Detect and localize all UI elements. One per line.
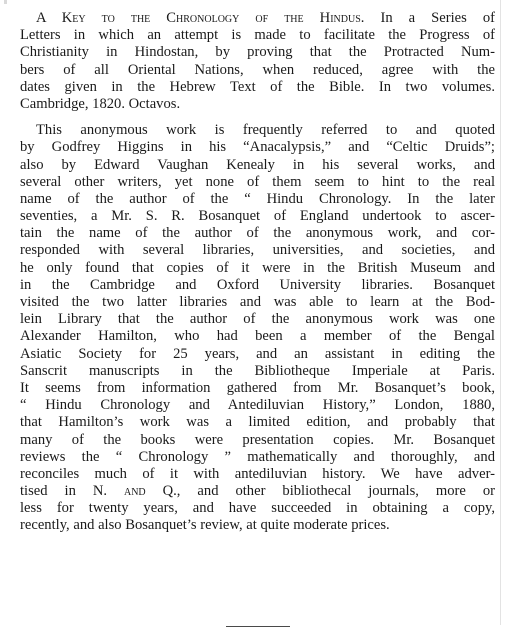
entry-line: Cambridge, 1820. Octavos. xyxy=(20,95,181,112)
body-line: lein Library that the author of the anonymous work was one xyxy=(20,311,495,328)
entry-line: A Key to the Chronology of the Hindus. In a Series of xyxy=(36,10,495,26)
body-line: Asiatic Society for 25 years, and an assistant in editing the xyxy=(20,345,495,362)
body-line: name of the author of the “ Hindu Chronology. In the later xyxy=(20,190,495,207)
body-line: tain the name of the author of the anonymous work, and cor- xyxy=(20,225,495,242)
body-line: that Hamilton’s work was a limited edition, and probably that xyxy=(20,414,495,431)
scan-edge xyxy=(500,0,501,625)
body-line: several other writers, yet none of them seem to hint to the real xyxy=(20,173,495,190)
entry-line: bers of all Oriental Nations, when reduced, agree with the xyxy=(20,61,495,78)
journal-abbrev: N. and Q., xyxy=(92,483,181,500)
body-line: many of the books were presentation copies. Mr. Bosanquet xyxy=(20,431,495,448)
body-line: “ Hindu Chronology and Antediluvian History,” London, 1880, xyxy=(20,397,495,414)
scan-mark xyxy=(4,0,7,4)
paragraph-gap xyxy=(20,113,495,122)
body-line: also by Edward Vaughan Kenealy in his several works, and xyxy=(20,156,495,173)
body-line: he only found that copies of it were in the British Museum and xyxy=(20,259,495,276)
body-line: This anonymous work is frequently referred to and quoted xyxy=(36,122,495,139)
entry-line: Letters in which an attempt is made to facilitate the Progress of xyxy=(20,27,495,44)
body-line: in the Cambridge and Oxford University libraries. Bosanquet xyxy=(20,276,495,293)
entry-title: A Key to the Chronology of the Hindus. xyxy=(36,10,365,26)
body-line: reconciles much of it with antediluvian history. We have adver- xyxy=(20,465,495,482)
document-text xyxy=(20,10,495,535)
body-line: visited the two latter libraries and was able to learn at the Bod- xyxy=(20,294,495,310)
bottom-rule xyxy=(226,626,290,627)
body-line: recently, and also Bosanquet’s review, at quite moderate prices. xyxy=(20,517,390,534)
entry-line: dates given in the Hebrew Text of the Bible. In two volumes. xyxy=(20,78,495,95)
body-line: Alexander Hamilton, who had been a member of the Bengal xyxy=(20,328,495,345)
entry-line: Christianity in Hindostan, by proving that the Protracted Num- xyxy=(20,44,495,61)
body-line: less for twenty years, and have succeeded in obtaining a copy, xyxy=(20,500,495,517)
body-line: Sanscrit manuscripts in the Bibliotheque Imperiale at Paris. xyxy=(20,362,495,379)
body-line: It seems from information gathered from Mr. Bosanquet’s book, xyxy=(20,379,495,396)
body-line: reviews the “ Chronology ” mathematically and thoroughly, and xyxy=(20,448,495,465)
body-line: seventies, a Mr. S. R. Bosanquet of England undertook to ascer- xyxy=(20,208,495,225)
body-line: by Godfrey Higgins in his “Anacalypsis,” and “Celtic Druids”; xyxy=(20,139,495,156)
body-line: tised in N. and Q., and other bibliothecal journals, more or xyxy=(20,483,495,500)
body-line: responded with several libraries, universities, and societies, and xyxy=(20,242,495,259)
